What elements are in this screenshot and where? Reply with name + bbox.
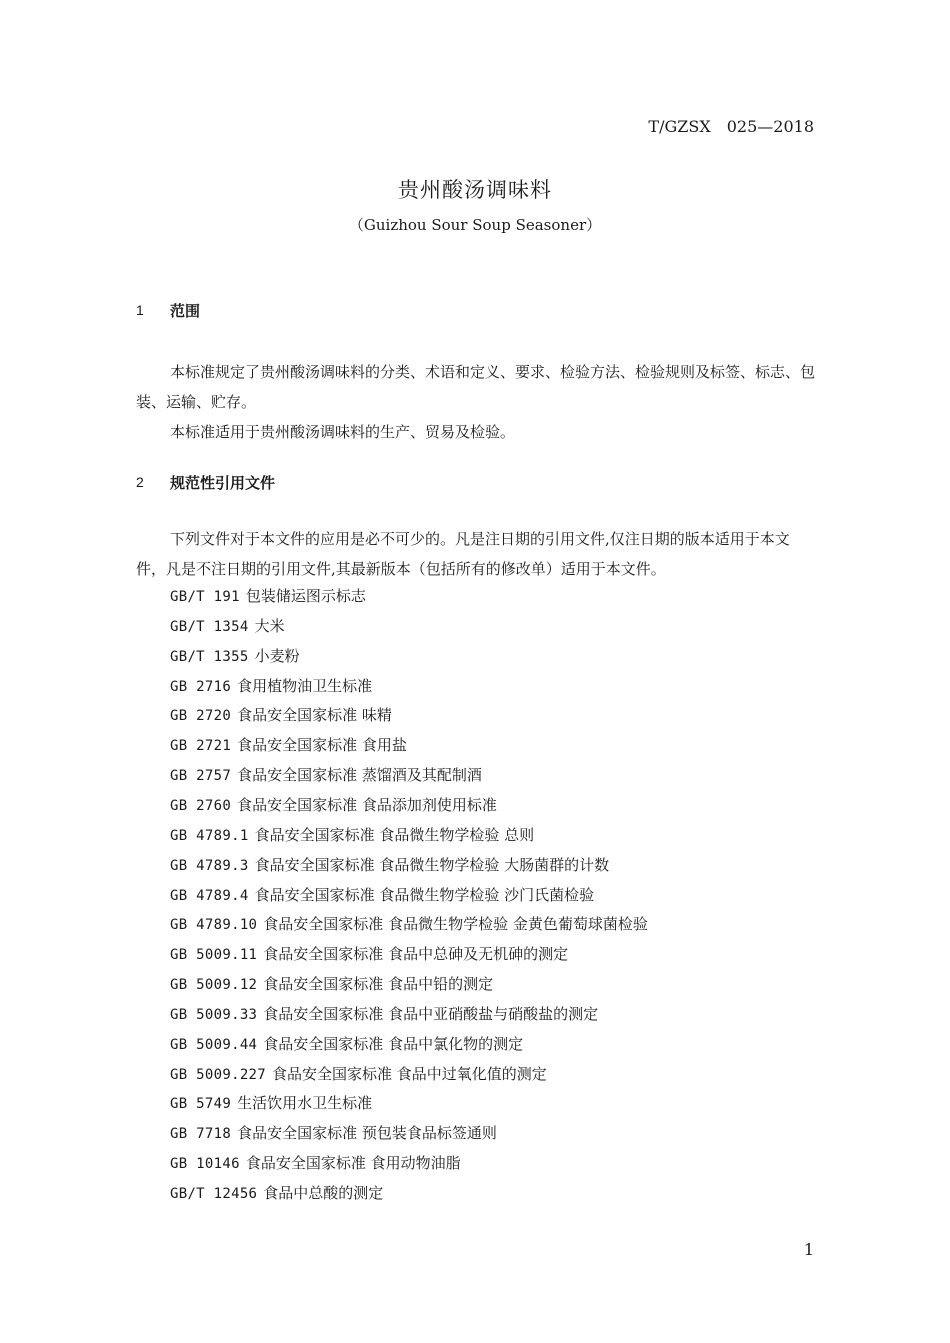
reference-title: 食品安全国家标准 蒸馏酒及其配制酒 [237, 766, 482, 785]
section-title: 范围 [170, 302, 201, 320]
reference-code: GB 10146 [170, 1156, 240, 1173]
reference-code: GB/T 12456 [170, 1186, 258, 1202]
reference-item [170, 734, 407, 755]
reference-code: GB 5009.12 [170, 977, 258, 994]
reference-code: GB 2757 [170, 768, 232, 785]
reference-code: GB 4789.1 [170, 827, 249, 844]
reference-title: 食品安全国家标准 食品添加剂使用标准 [237, 795, 497, 814]
reference-item [170, 1063, 547, 1084]
reference-item [170, 615, 285, 636]
reference-item [170, 943, 568, 964]
reference-title: 大米 [254, 616, 285, 635]
reference-item [170, 675, 372, 696]
reference-title: 食品安全国家标准 食品中过氧化值的测定 [272, 1064, 547, 1083]
reference-item [170, 1182, 383, 1203]
document-subtitle: （Guizhou Sour Soup Seasoner） [348, 216, 602, 234]
reference-item [170, 973, 493, 994]
reference-code: GB/T 1354 [170, 618, 249, 635]
reference-code: GB 5749 [170, 1096, 232, 1113]
reference-title: 食品安全国家标准 食品微生物学检验 金黄色葡萄球菌检验 [263, 915, 648, 934]
reference-code: GB 4789.4 [170, 887, 249, 904]
reference-title: 食品安全国家标准 食用盐 [237, 736, 407, 755]
paragraph: 下列文件对于本文件的应用是必不可少的。凡是注日期的引用文件,仅注日期的版本适用于本文件，凡是不注日期的引用文件,其最新版本（包括所有的修改单）适用于本文件。 [136, 530, 790, 578]
reference-title: 食品安全国家标准 食品微生物学检验 总则 [254, 825, 535, 844]
document-title: 贵州酸汤调味料 [398, 178, 552, 202]
reference-item [170, 704, 392, 725]
reference-item [170, 884, 594, 905]
reference-item [170, 1003, 598, 1024]
reference-code: GB 5009.11 [170, 947, 258, 964]
document-code: T/GZSX 025—2018 [648, 117, 814, 136]
reference-title: 食品安全国家标准 食品中氯化物的测定 [263, 1034, 524, 1053]
reference-title: 包装储运图示标志 [245, 587, 366, 605]
reference-title: 食品安全国家标准 味精 [237, 706, 392, 725]
reference-title: 食品安全国家标准 食品中总砷及无机砷的测定 [263, 945, 569, 964]
reference-title: 小麦粉 [254, 646, 300, 665]
reference-title: 食品安全国家标准 食品中亚硝酸盐与硝酸盐的测定 [263, 1004, 599, 1023]
reference-code: GB 2716 [170, 678, 232, 695]
reference-item [170, 1122, 497, 1143]
reference-code: GB 4789.10 [170, 917, 258, 934]
reference-title: 食用植物油卫生标准 [237, 676, 373, 695]
reference-code: GB 5009.33 [170, 1006, 258, 1023]
reference-code: GB/T 1355 [170, 648, 249, 665]
reference-title: 食品安全国家标准 食品中铅的测定 [263, 975, 494, 994]
reference-title: 生活饮用水卫生标准 [237, 1094, 373, 1113]
reference-code: GB 7718 [170, 1126, 232, 1143]
reference-title: 食品安全国家标准 食品微生物学检验 沙门氏菌检验 [254, 885, 595, 904]
reference-item [170, 1092, 372, 1113]
reference-item [170, 824, 534, 845]
section-number: 1 [136, 302, 144, 318]
reference-title: 食品安全国家标准 预包装食品标签通则 [237, 1124, 497, 1143]
reference-item [170, 585, 366, 606]
reference-code: GB 2760 [170, 797, 232, 814]
reference-code: GB 2720 [170, 708, 232, 725]
reference-code: GB 5009.227 [170, 1066, 267, 1083]
reference-code: GB 4789.3 [170, 857, 249, 874]
reference-title: 食品安全国家标准 食用动物油脂 [245, 1154, 461, 1173]
reference-item [170, 1033, 523, 1054]
paragraph: 本标准适用于贵州酸汤调味料的生产、贸易及检验。 [170, 423, 516, 441]
paragraph: 本标准规定了贵州酸汤调味料的分类、术语和定义、要求、检验方法、检验规则及标签、标志、包装、运输、贮存。 [136, 363, 816, 411]
reference-title: 食品安全国家标准 食品微生物学检验 大肠菌群的计数 [254, 855, 610, 874]
page-number: 1 [803, 1240, 814, 1259]
reference-code: GB 5009.44 [170, 1036, 258, 1053]
reference-item [170, 764, 482, 785]
reference-item [170, 913, 648, 934]
reference-item [170, 794, 497, 815]
section-title: 规范性引用文件 [170, 474, 276, 492]
reference-item [170, 1152, 461, 1173]
reference-title: 食品中总酸的测定 [263, 1184, 384, 1202]
reference-item [170, 645, 300, 666]
reference-code: GB 2721 [170, 738, 232, 755]
reference-code: GB/T 191 [170, 589, 240, 605]
reference-item [170, 854, 609, 875]
section-number: 2 [136, 474, 144, 490]
